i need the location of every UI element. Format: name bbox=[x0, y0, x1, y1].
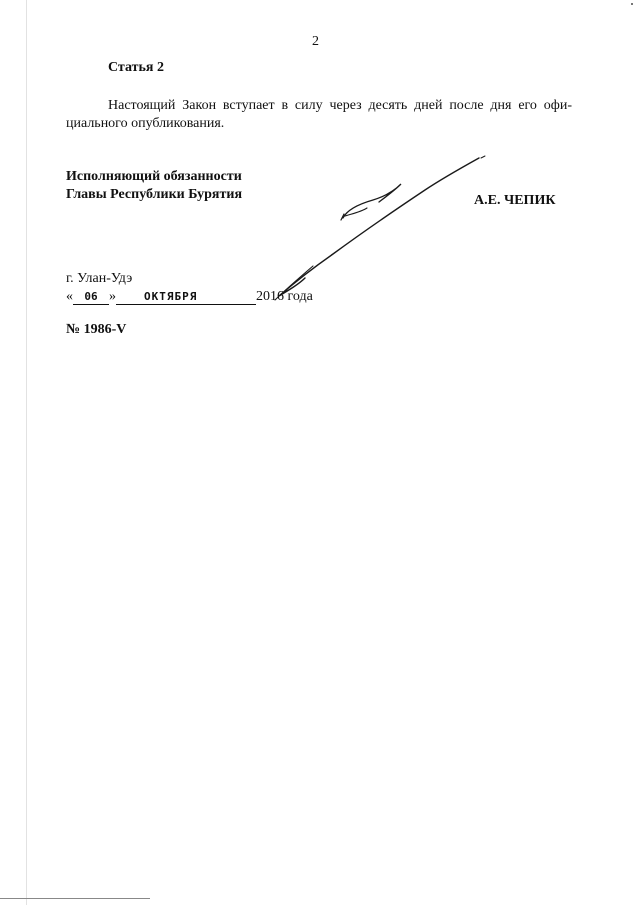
date-open-quote: « bbox=[66, 289, 73, 304]
handwritten-signature bbox=[255, 150, 495, 310]
article-paragraph bbox=[66, 97, 572, 133]
date-month: ОКТЯБРЯ bbox=[116, 290, 256, 305]
article-heading: Статья 2 bbox=[108, 60, 164, 75]
signatory-title bbox=[66, 168, 242, 204]
scan-dot bbox=[631, 3, 633, 5]
page-number: 2 bbox=[312, 34, 319, 49]
signatory-title-line-1: Исполняющий обязанности bbox=[66, 169, 242, 184]
date-year: 2016 года bbox=[256, 289, 313, 304]
place-of-signing: г. Улан-Удэ bbox=[66, 271, 133, 286]
paragraph-line-1: Настоящий Закон вступает в силу через десять дней после дня его офи- bbox=[108, 98, 572, 113]
signing-date bbox=[66, 289, 313, 305]
law-number: № 1986-V bbox=[66, 322, 127, 337]
scan-edge-bottom bbox=[0, 898, 150, 899]
date-day: 06 bbox=[73, 290, 109, 305]
paragraph-line-2: циального опубликования. bbox=[66, 116, 225, 131]
signatory-title-line-2: Главы Республики Бурятия bbox=[66, 187, 243, 202]
scan-edge-left bbox=[26, 0, 27, 905]
signer-name: А.Е. ЧЕПИК bbox=[474, 193, 556, 208]
date-close-quote: » bbox=[109, 289, 116, 304]
